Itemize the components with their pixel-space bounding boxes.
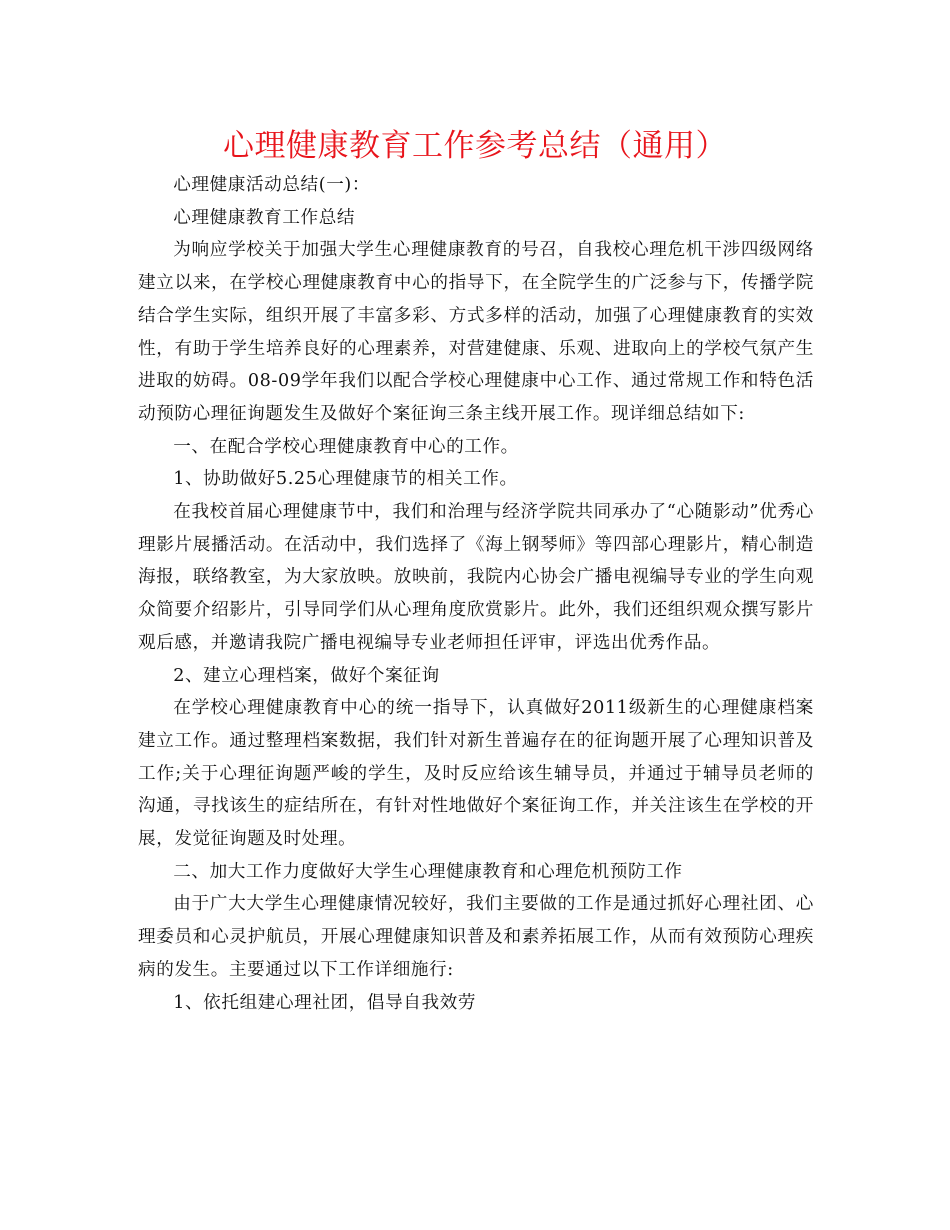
paragraph: 为响应学校关于加强大学生心理健康教育的号召，自我校心理危机干涉四级网络建立以来，在学校心理健康教育中心的指导下，在全院学生的广泛参与下，传播学院结合学生实际，组织开展了丰富多彩、方式多样的活动，加强了心理健康教育的实效性，有助于学生培养良好的心理素养，对营建健康、乐观、进取向上的学校气氛产生进取的妨碍。08-09学年我们以配合学校心理健康中心工作、通过常规工作和特色活动预防心理征询题发生及做好个案征询三条主线开展工作。现详细总结如下: (138, 240, 814, 424)
paragraph: 1、协助做好5.25心理健康节的相关工作。 (173, 469, 518, 490)
paragraph: 在我校首届心理健康节中，我们和治理与经济学院共同承办了“心随影动”优秀心理影片展播活动。在活动中，我们选择了《海上钢琴师》等四部心理影片，精心制造海报，联络教室，为大家放映。放映前，我院内心协会广播电视编导专业的学生向观众简要介绍影片，引导同学们从心理角度欣赏影片。此外，我们还组织观众撰写影片观后感，并邀请我院广播电视编导专业老师担任评审，评选出优秀作品。 (138, 502, 814, 653)
paragraph: 在学校心理健康教育中心的统一指导下，认真做好2011级新生的心理健康档案建立工作。通过整理档案数据，我们针对新生普遍存在的征询题开展了心理知识普及工作;关于心理征询题严峻的学生，及时反应给该生辅导员，并通过于辅导员老师的沟通，寻找该生的症结所在，有针对性地做好个案征询工作，并关注该生在学校的开展，发觉征询题及时处理。 (138, 698, 814, 850)
paragraph: 二、加大工作力度做好大学生心理健康教育和心理危机预防工作 (173, 861, 683, 882)
paragraph: 由于广大大学生心理健康情况较好，我们主要做的工作是通过抓好心理社团、心理委员和心灵护航员，开展心理健康知识普及和素养拓展工作，从而有效预防心理疾病的发生。主要通过以下工作详细施行: (138, 894, 814, 980)
paragraph: 心理健康活动总结(一)： (173, 175, 371, 195)
paragraph: 1、依托组建心理社团，倡导自我效劳 (173, 992, 477, 1013)
document-body (138, 169, 814, 1019)
paragraph: 2、建立心理档案，做好个案征询 (173, 665, 440, 686)
paragraph: 心理健康教育工作总结 (173, 207, 356, 228)
document-title: 心理健康教育工作参考总结（通用） (223, 128, 727, 164)
paragraph: 一、在配合学校心理健康教育中心的工作。 (173, 436, 519, 457)
